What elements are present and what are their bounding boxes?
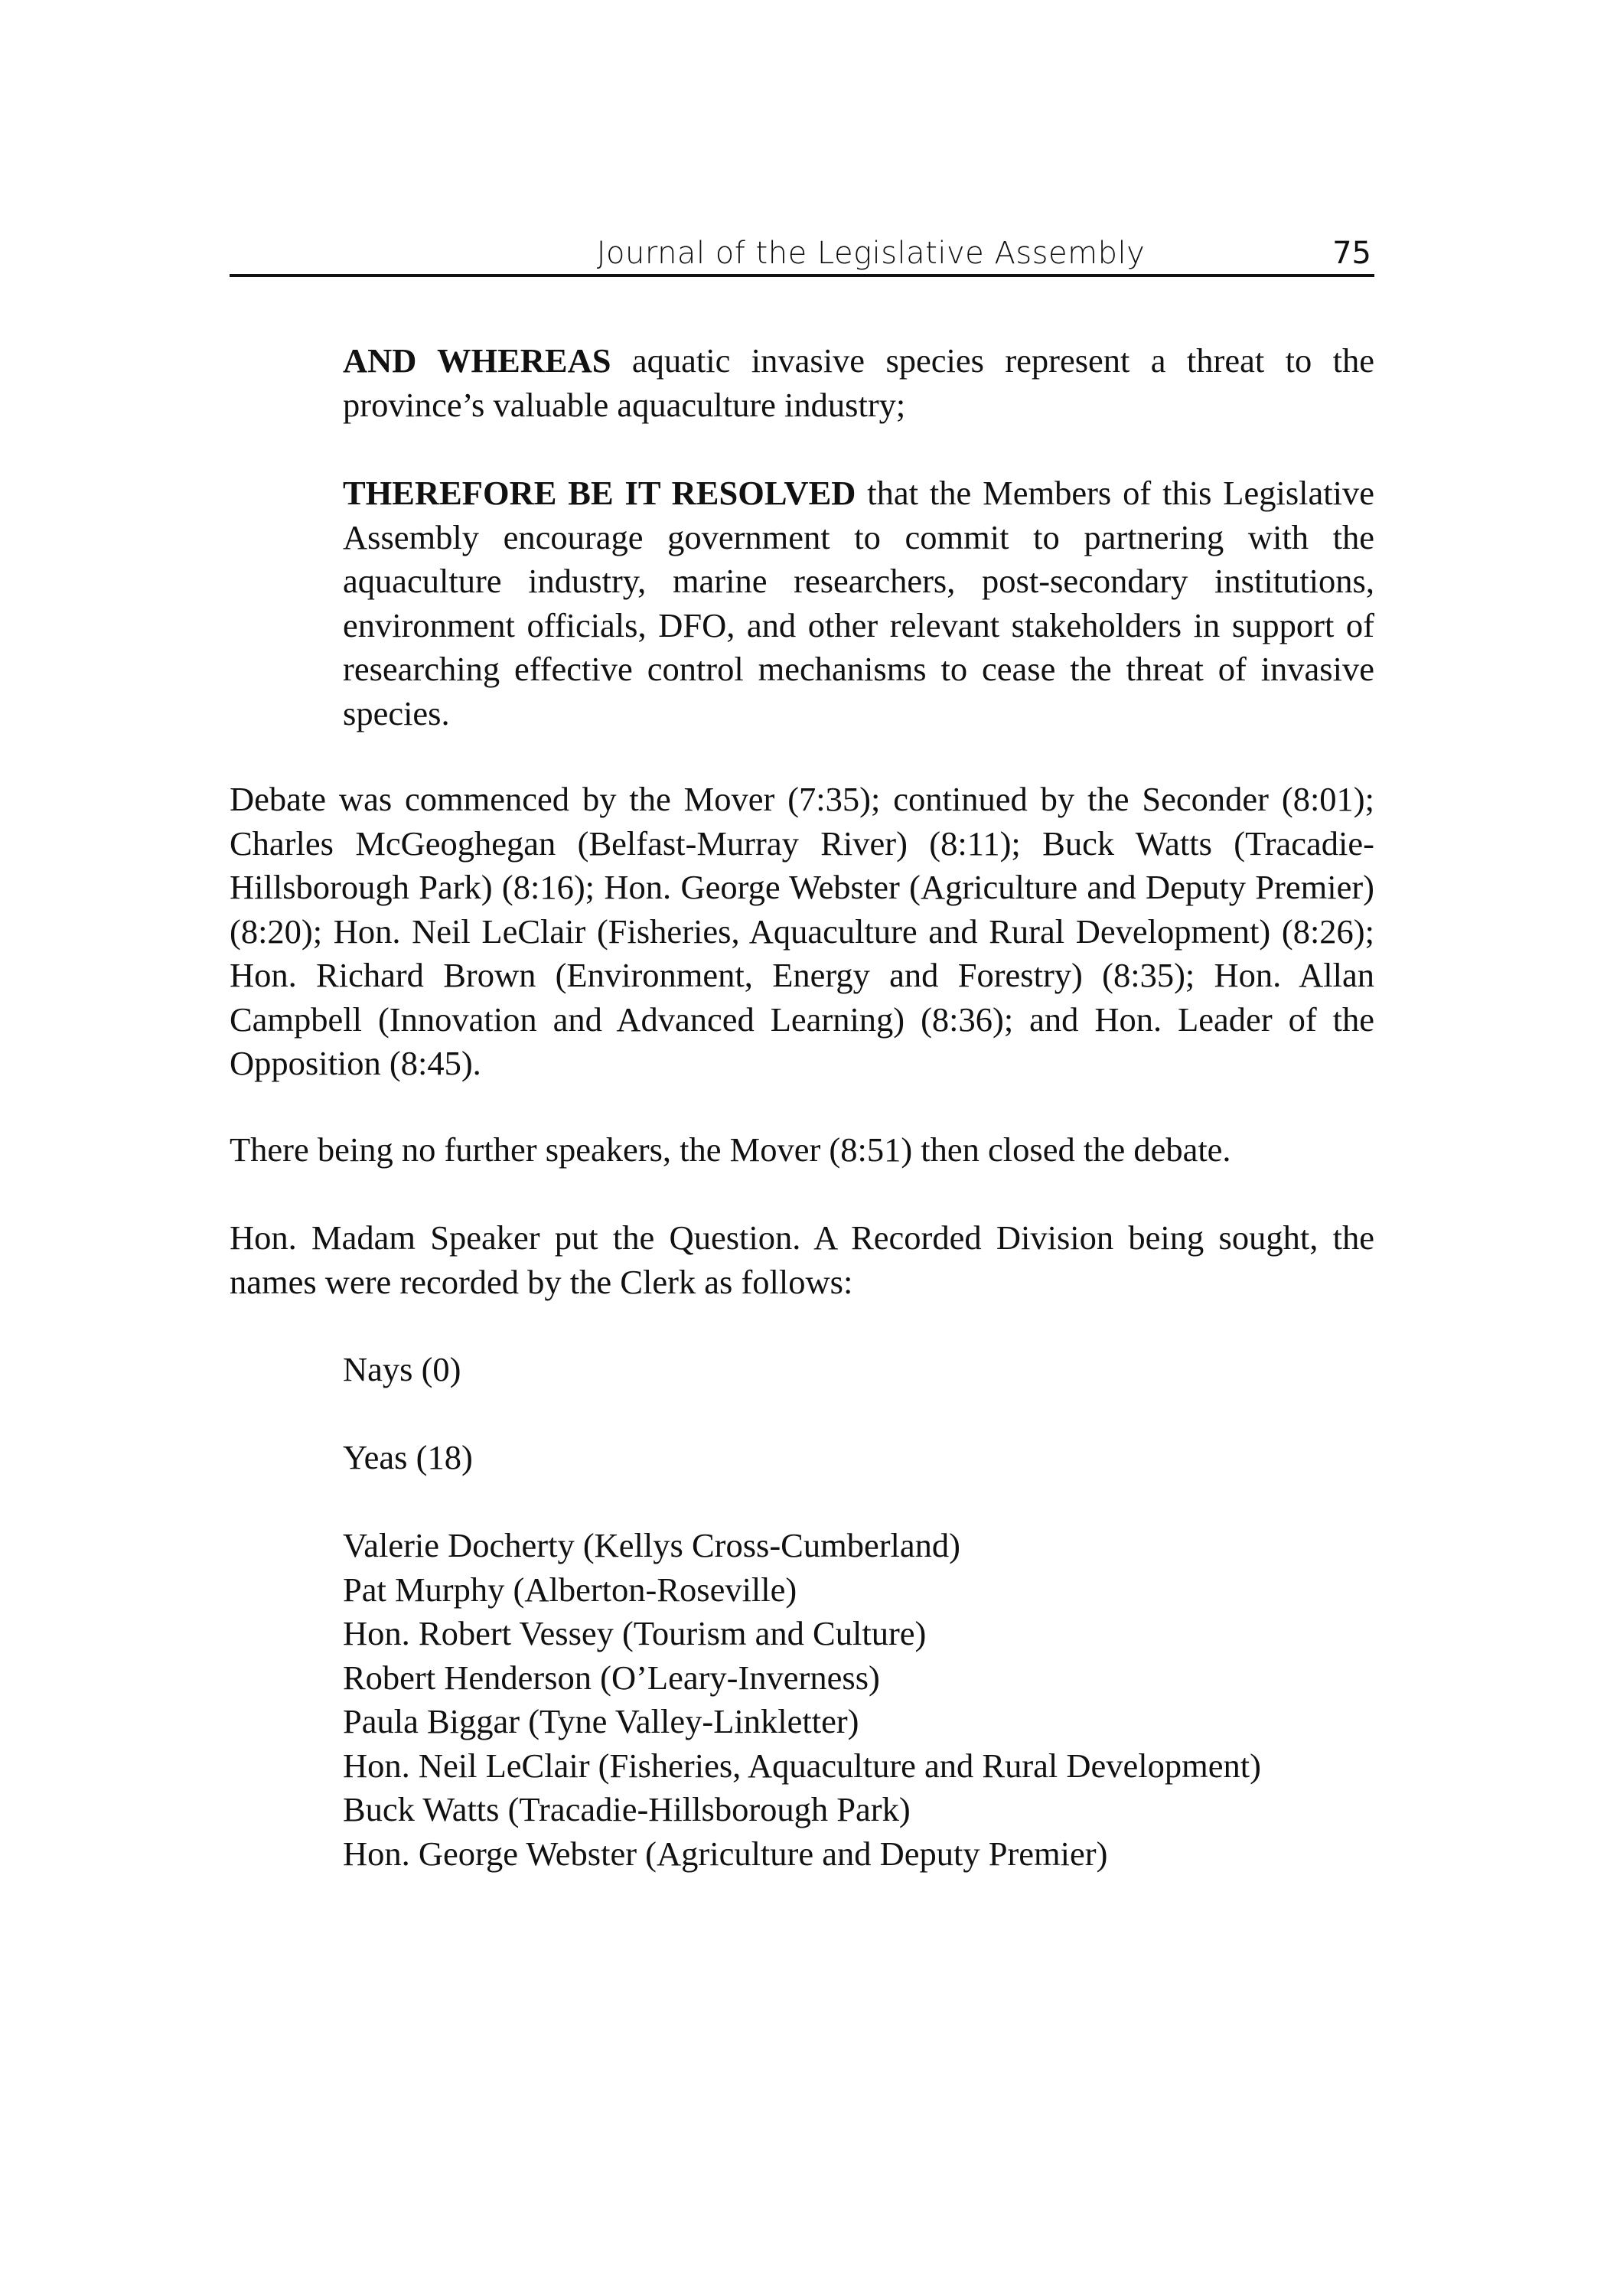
list-item: Pat Murphy (Alberton-Roseville) xyxy=(343,1570,797,1609)
debate-paragraph: Debate was commenced by the Mover (7:35); continued by the Seconder (8:01); Charles McGeoghegan (Belfast-Murray River) (8:11); Buck Watts (Tracadie-Hillsborough Park) (8:16); Hon. George Webster (Agriculture and Deputy Premier) (8:20); Hon. Neil LeClair (Fisheries, Aquaculture and Rural Development) (8:26); Hon. Richard Brown (Environment, Energy and Forestry) (8:35); Hon. Allan Campbell (Innovation and Advanced Learning) (8:36); and Hon. Leader of the Opposition (8:45). xyxy=(230,780,1374,1082)
yeas-heading: Yeas (18) xyxy=(343,1438,473,1476)
whereas-lead: AND WHEREAS xyxy=(343,341,611,380)
list-item: Buck Watts (Tracadie-Hillsborough Park) xyxy=(343,1790,911,1828)
journal-title: Journal of the Legislative Assembly xyxy=(596,236,1146,271)
list-item: Hon. Neil LeClair (Fisheries, Aquaculture and Rural Development) xyxy=(343,1746,1261,1785)
resolved-paragraph xyxy=(343,471,1374,735)
page-number: 75 xyxy=(1332,236,1371,271)
list-item: Paula Biggar (Tyne Valley-Linkletter) xyxy=(343,1702,859,1740)
whereas-text: aquatic invasive species represent a threat to the province’s valuable aquaculture industry; xyxy=(343,341,1374,424)
list-item: Hon. Robert Vessey (Tourism and Culture) xyxy=(343,1614,927,1652)
list-item: Valerie Docherty (Kellys Cross-Cumberland) xyxy=(343,1526,960,1564)
whereas-paragraph xyxy=(343,339,1374,427)
list-item: Robert Henderson (O’Leary-Inverness) xyxy=(343,1658,880,1697)
nays-heading: Nays (0) xyxy=(343,1350,461,1388)
question-paragraph: Hon. Madam Speaker put the Question. A Recorded Division being sought, the names were recorded by the Clerk as follows: xyxy=(230,1218,1374,1301)
running-header xyxy=(230,234,1374,277)
resolved-lead: THEREFORE BE IT RESOLVED xyxy=(343,474,856,512)
yeas-member-list xyxy=(343,1524,1414,1876)
list-item: Hon. George Webster (Agriculture and Deputy Premier) xyxy=(343,1834,1108,1873)
resolved-text: that the Members of this Legislative Assembly encourage government to commit to partnering with the aquaculture industry, marine researchers, post-secondary institutions, environment officials, DFO, and other relevant stakeholders in support of researching effective control mechanisms to cease the threat of invasive species. xyxy=(343,474,1374,732)
debate-closed-paragraph: There being no further speakers, the Mover (8:51) then closed the debate. xyxy=(230,1130,1231,1169)
